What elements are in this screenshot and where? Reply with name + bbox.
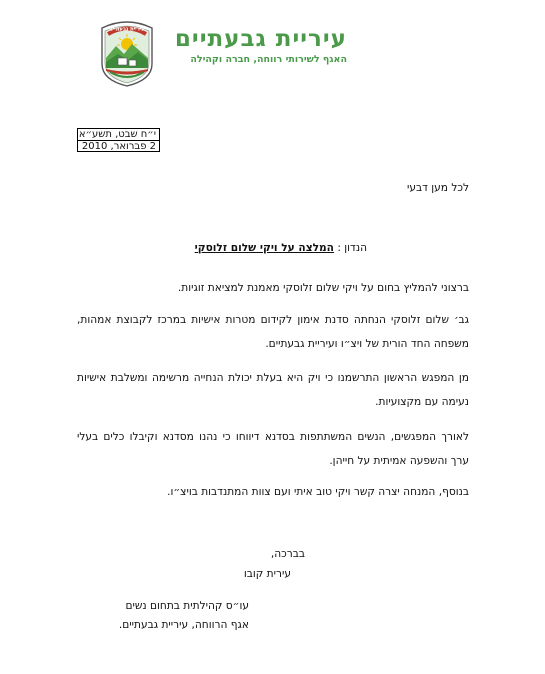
recipient-line: לכל מען דבעי: [406, 182, 469, 194]
paragraph-3: מן המפגש הראשון התרשמנו כי ויק היא בעלת יכולת הנחייה מרשימה ומשלבת אישיות נעימה עם מקצועיות.: [77, 372, 469, 408]
paragraph-4: לאורך המפגשים, הנשים המשתתפות בסדנא דיווחו כי נהנו מסדנא וקיבלו כלים בעלי ערך והשפעה אמיתית על חייהן.: [77, 431, 469, 467]
paragraph-1: ברצוני להמליץ בחום על ויקי שלום זלוסקי מאמנת למציאת זוגיות.: [177, 282, 469, 294]
signer-name: עירית קובו: [243, 568, 291, 580]
municipality-emblem-logo: [98, 14, 156, 88]
signer-department: אגף הרווחה, עיריית גבעתיים.: [118, 619, 249, 631]
subject-prefix: הנדון :: [337, 242, 367, 254]
department-subtitle: האגף לשירותי רווחה, חברה וקהילה: [190, 54, 347, 65]
paragraph-5: בנוסף, המנחה יצרה קשר ויקי טוב איתי ועם צוות המתנדבות בויצ״ו.: [167, 486, 469, 498]
paragraph-2: גב׳ שלום זלוסקי הנחתה סדנת אימון לקידום מטרות אישיות במרכז לקבוצת אמהות, משפחה החד הורית של ויצ״ו ועיריית גבעתיים.: [77, 314, 469, 350]
hebrew-date: י״ח שבט, תשע״א: [78, 129, 156, 140]
signer-title: עו״ס קהילתית בתחום נשים: [125, 600, 249, 612]
closing-greeting: בברכה,: [270, 548, 305, 560]
svg-text:עיריית גבעתיים: עיריית גבעתיים: [109, 26, 145, 33]
subject-line: [195, 237, 367, 260]
gregorian-date: 2 פברואר, 2010: [78, 140, 159, 152]
date-box: [77, 128, 160, 152]
municipality-name: עיריית גבעתיים: [174, 26, 347, 52]
subject-title: המלצה על ויקי שלום זלוסקי: [194, 242, 334, 254]
